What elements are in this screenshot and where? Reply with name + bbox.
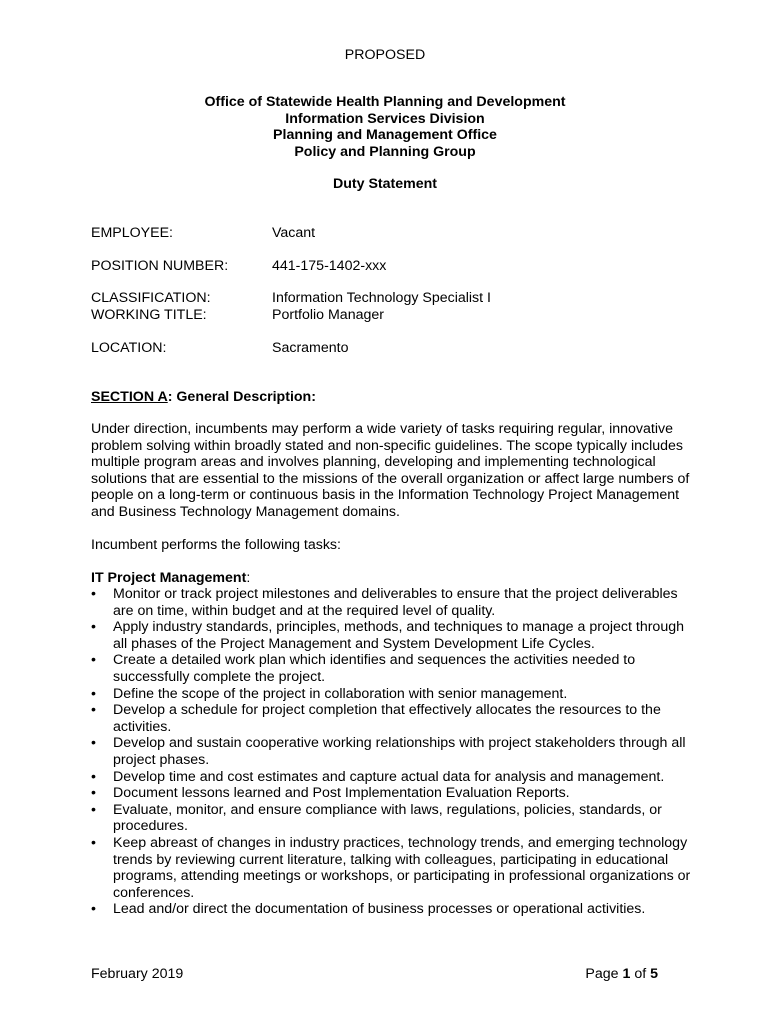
list-item — [91, 702, 691, 735]
it-project-management-heading — [91, 570, 691, 587]
task-text: Develop time and cost estimates and capture actual data for analysis and management. — [113, 768, 665, 785]
task-text: Develop and sustain cooperative working relationships with project stakeholders through all project phases. — [113, 735, 686, 768]
list-item — [91, 802, 691, 835]
task-text: Evaluate, monitor, and ensure compliance with laws, regulations, policies, standards, or procedures. — [113, 801, 662, 835]
footer-date: February 2019 — [91, 966, 184, 982]
bullet-icon: • — [91, 901, 96, 918]
bullet-icon: • — [91, 768, 96, 785]
task-list — [91, 586, 691, 918]
task-text: Document lessons learned and Post Implementation Evaluation Reports. — [113, 785, 570, 802]
list-item — [91, 586, 691, 619]
section-a-heading — [91, 389, 691, 406]
task-text: Lead and/or direct the documentation of business processes or operational activities. — [113, 901, 646, 918]
page-total: 5 — [650, 966, 658, 982]
employee-label: EMPLOYEE: — [91, 225, 174, 241]
task-text: Define the scope of the project in collaboration with senior management. — [113, 685, 568, 702]
location-label: LOCATION: — [91, 340, 167, 356]
list-item — [91, 785, 691, 802]
bullet-icon: • — [91, 619, 96, 636]
page-of: of — [630, 966, 651, 982]
list-item — [91, 769, 691, 786]
classification-label: CLASSIFICATION: — [91, 290, 211, 306]
task-text: Create a detailed work plan which identifies and sequences the activities needed to successfully complete the project. — [113, 652, 636, 685]
bullet-icon: • — [91, 652, 96, 669]
section-a-label: SECTION A — [91, 389, 168, 405]
list-item — [91, 619, 691, 652]
bullet-icon: • — [91, 834, 96, 851]
org-line-1: Office of Statewide Health Planning and Development — [204, 94, 566, 110]
proposed-label: PROPOSED — [344, 47, 426, 63]
list-item — [91, 835, 691, 901]
bullet-icon: • — [91, 702, 96, 719]
list-item — [91, 735, 691, 768]
subsection-colon: : — [246, 570, 251, 586]
tasks-intro: Incumbent performs the following tasks: — [91, 537, 341, 553]
task-text: Monitor or track project milestones and deliverables to ensure that the project deliverables are on time, within budget and at the required level of quality. — [113, 586, 678, 619]
list-item — [91, 686, 691, 703]
section-a-title: : General Description: — [167, 389, 316, 405]
working-title-value: Portfolio Manager — [272, 307, 384, 323]
position-number-value: 441-175-1402-xxx — [272, 258, 387, 274]
subsection-title: IT Project Management — [91, 570, 247, 586]
general-description: Under direction, incumbents may perform a wide variety of tasks requiring regular, innovative problem solving within broadly stated and non-specific guidelines. The scope typically includes multiple program areas and involves planning, developing and implementing technological solutions that are essential to the missions of the overall organization or affect large numbers of people on a long-term or continuous basis in the Information Technology Project Management and Business Technology Management domains. — [91, 421, 690, 520]
classification-value: Information Technology Specialist I — [272, 290, 491, 306]
location-value: Sacramento — [272, 340, 349, 356]
bullet-icon: • — [91, 586, 96, 602]
working-title-label: WORKING TITLE: — [91, 307, 207, 323]
org-line-3: Planning and Management Office — [273, 127, 497, 143]
task-text: Develop a schedule for project completion that effectively allocates the resources to the activities. — [113, 702, 661, 735]
page-prefix: Page — [585, 966, 623, 982]
document-title: Duty Statement — [332, 176, 438, 192]
bullet-icon: • — [91, 735, 96, 752]
list-item — [91, 652, 691, 685]
page-current: 1 — [622, 966, 631, 982]
bullet-icon: • — [91, 801, 96, 818]
bullet-icon: • — [91, 785, 96, 802]
bullet-icon: • — [91, 685, 96, 702]
task-text: Keep abreast of changes in industry practices, technology trends, and emerging technology trends by reviewing current literature, talking with colleagues, participating in educational programs, attending meetings or workshops, or participating in professional organizations or conferences. — [113, 834, 691, 901]
employee-value: Vacant — [272, 225, 316, 241]
org-line-2: Information Services Division — [285, 111, 485, 127]
position-number-label: POSITION NUMBER: — [91, 258, 229, 274]
org-line-4: Policy and Planning Group — [294, 144, 476, 160]
list-item — [91, 901, 691, 918]
task-text: Apply industry standards, principles, methods, and techniques to manage a project through all phases of the Project Management and System Development Life Cycles. — [113, 619, 684, 652]
page-indicator — [585, 966, 658, 983]
